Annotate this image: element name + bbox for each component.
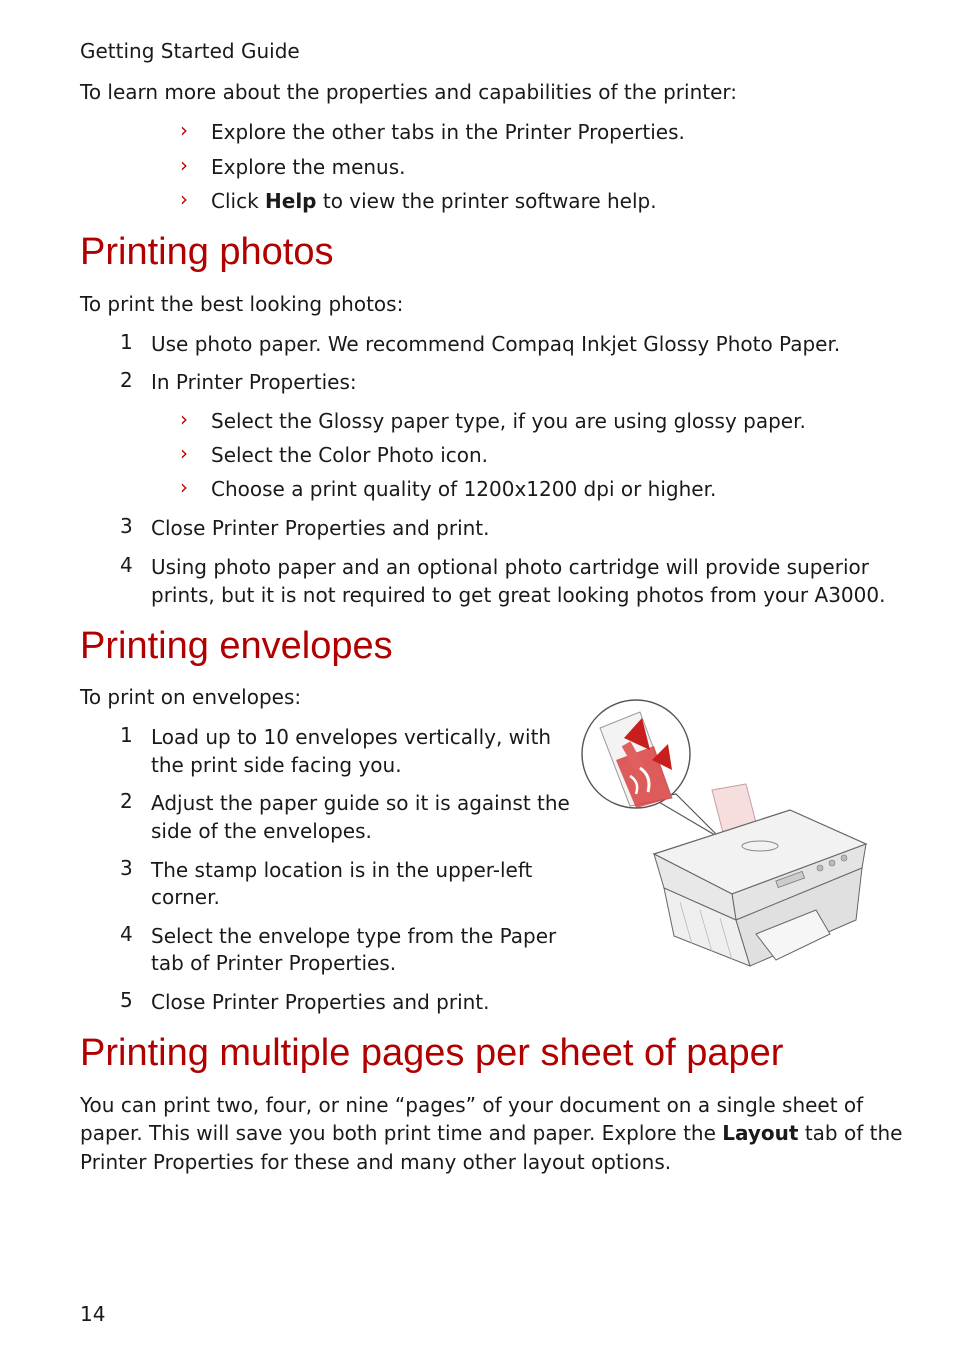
photos-step-2: In Printer Properties: xyxy=(151,370,357,394)
envelopes-step-3-line2: corner. xyxy=(151,885,220,909)
step-number: 1 xyxy=(120,330,133,354)
envelopes-step-1-line1: Load up to 10 envelopes vertically, with xyxy=(151,725,552,749)
envelopes-step-1-line2: the print side facing you. xyxy=(151,753,402,777)
step-number: 4 xyxy=(120,553,133,577)
step-number: 3 xyxy=(120,856,133,880)
help-pre: Click xyxy=(211,189,266,213)
photos-step-1: Use photo paper. We recommend Compaq Inkjet Glossy Photo Paper. xyxy=(151,332,841,356)
bullet-chevron-icon: › xyxy=(180,407,188,431)
bullet-chevron-icon: › xyxy=(180,153,188,177)
bullet-chevron-icon: › xyxy=(180,187,188,211)
bullet-chevron-icon: › xyxy=(180,118,188,142)
intro-bullet-1: Explore the other tabs in the Printer Properties. xyxy=(211,120,685,144)
multi-line-3: Printer Properties for these and many other layout options. xyxy=(80,1150,672,1174)
step-number: 5 xyxy=(120,988,133,1012)
intro-text: To learn more about the properties and capabilities of the printer: xyxy=(80,80,738,104)
envelopes-step-2-line1: Adjust the paper guide so it is against the xyxy=(151,791,570,815)
photos-step-3: Close Printer Properties and print. xyxy=(151,516,490,540)
layout-keyword: Layout xyxy=(722,1121,799,1145)
step-number: 1 xyxy=(120,723,133,747)
envelopes-lead: To print on envelopes: xyxy=(80,685,302,709)
envelopes-step-2-line2: side of the envelopes. xyxy=(151,819,372,843)
multi-line-1: You can print two, four, or nine “pages” of your document on a single sheet of xyxy=(80,1093,864,1117)
section-heading-envelopes: Printing envelopes xyxy=(80,625,393,667)
intro-bullet-2: Explore the menus. xyxy=(211,155,406,179)
step-number: 4 xyxy=(120,922,133,946)
running-header: Getting Started Guide xyxy=(80,39,300,63)
photos-step-4-line1: Using photo paper and an optional photo cartridge will provide superior xyxy=(151,555,869,579)
step-number: 3 xyxy=(120,514,133,538)
multi-line-2-post: tab of the xyxy=(798,1121,903,1145)
envelopes-step-4-line2: tab of Printer Properties. xyxy=(151,951,397,975)
section-heading-multiple-pages: Printing multiple pages per sheet of paper xyxy=(80,1032,784,1074)
photos-sub-bullet-3: Choose a print quality of 1200x1200 dpi or higher. xyxy=(211,477,717,501)
photos-sub-bullet-1: Select the Glossy paper type, if you are using glossy paper. xyxy=(211,409,806,433)
envelopes-step-4-line1: Select the envelope type from the Paper xyxy=(151,924,557,948)
page-number: 14 xyxy=(80,1302,106,1326)
help-keyword: Help xyxy=(265,189,317,213)
multi-line-2 xyxy=(80,1119,902,1147)
envelopes-step-5: Close Printer Properties and print. xyxy=(151,990,490,1014)
envelopes-step-3-line1: The stamp location is in the upper-left xyxy=(151,858,533,882)
photos-step-4-line2: prints, but it is not required to get great looking photos from your A3000. xyxy=(151,583,886,607)
bullet-chevron-icon: › xyxy=(180,475,188,499)
multi-line-2-pre: paper. This will save you both print time and paper. Explore the xyxy=(80,1121,723,1145)
intro-bullet-3 xyxy=(211,187,657,215)
photos-lead: To print the best looking photos: xyxy=(80,292,404,316)
photos-sub-bullet-2: Select the Color Photo icon. xyxy=(211,443,489,467)
bullet-chevron-icon: › xyxy=(180,441,188,465)
section-heading-photos: Printing photos xyxy=(80,231,334,273)
step-number: 2 xyxy=(120,368,133,392)
step-number: 2 xyxy=(120,789,133,813)
printer-envelope-illustration xyxy=(580,698,870,973)
help-post: to view the printer software help. xyxy=(316,189,657,213)
